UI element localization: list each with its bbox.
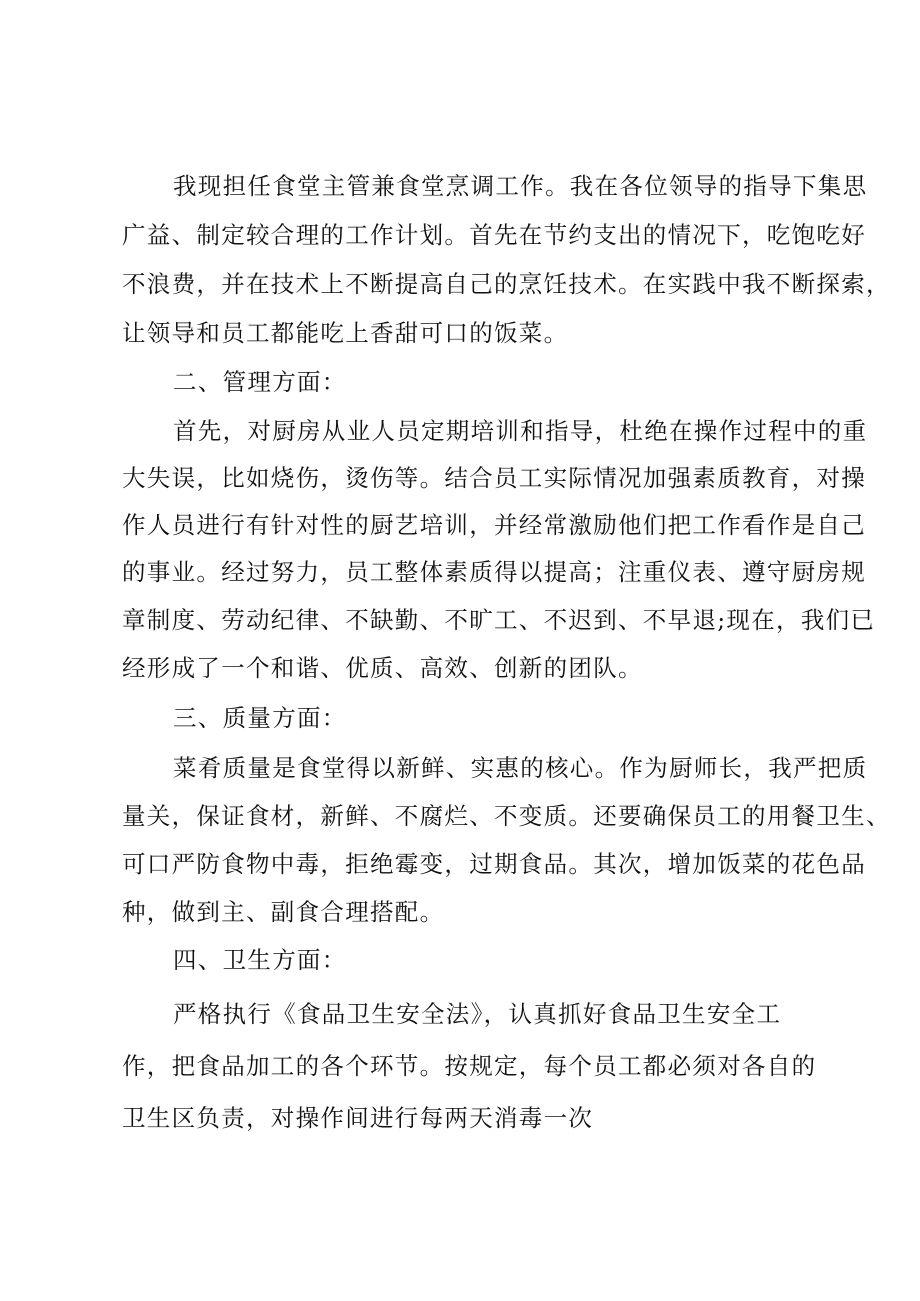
paragraph-1-line-3: 不浪费，并在技术上不断提高自己的烹饪技术。在实践中我不断探索，: [122, 270, 891, 298]
section-heading-management: 二、管理方面：: [173, 368, 347, 396]
paragraph-3-line-2: 量关，保证食材，新鲜、不腐烂、不变质。还要确保员工的用餐卫生、: [122, 802, 891, 830]
paragraph-2-line-1: 首先，对厨房从业人员定期培训和指导，杜绝在操作过程中的重: [173, 417, 868, 445]
paragraph-3-line-1: 菜肴质量是食堂得以新鲜、实惠的核心。作为厨师长，我严把质: [173, 754, 868, 782]
paragraph-4-line-3: 卫生区负责，对操作间进行每两天消毒一次: [122, 1104, 594, 1132]
paragraph-2-line-5: 章制度、劳动纪律、不缺勤、不旷工、不迟到、不早退;现在，我们已: [122, 606, 876, 634]
section-heading-hygiene: 四、卫生方面：: [173, 946, 347, 974]
paragraph-3-line-3: 可口严防食物中毒，拒绝霉变，过期食品。其次，增加饭菜的花色品: [122, 850, 866, 878]
paragraph-2-line-6: 经形成了一个和谐、优质、高效、创新的团队。: [122, 654, 643, 682]
paragraph-4-line-1: 严格执行《食品卫生安全法》，认真抓好食品卫生安全工: [173, 1000, 782, 1028]
paragraph-1-line-2: 广益、制定较合理的工作计划。首先在节约支出的情况下，吃饱吃好: [122, 221, 866, 249]
section-heading-quality: 三、质量方面：: [173, 704, 347, 732]
paragraph-2-line-2: 大失误，比如烧伤，烫伤等。结合员工实际情况加强素质教育，对操: [122, 464, 866, 492]
paragraph-3-line-4: 种，做到主、副食合理搭配。: [122, 898, 445, 926]
paragraph-1-line-1: 我现担任食堂主管兼食堂烹调工作。我在各位领导的指导下集思: [173, 172, 868, 200]
paragraph-2-line-3: 作人员进行有针对性的厨艺培训，并经常激励他们把工作看作是自己: [122, 511, 866, 539]
paragraph-1-line-4: 让领导和员工都能吃上香甜可口的饭菜。: [122, 319, 569, 347]
paragraph-4-line-2: 作，把食品加工的各个环节。按规定，每个员工都必须对各自的: [122, 1052, 817, 1080]
paragraph-2-line-4: 的事业。经过努力，员工整体素质得以提高；注重仪表、遵守厨房规: [122, 558, 866, 586]
